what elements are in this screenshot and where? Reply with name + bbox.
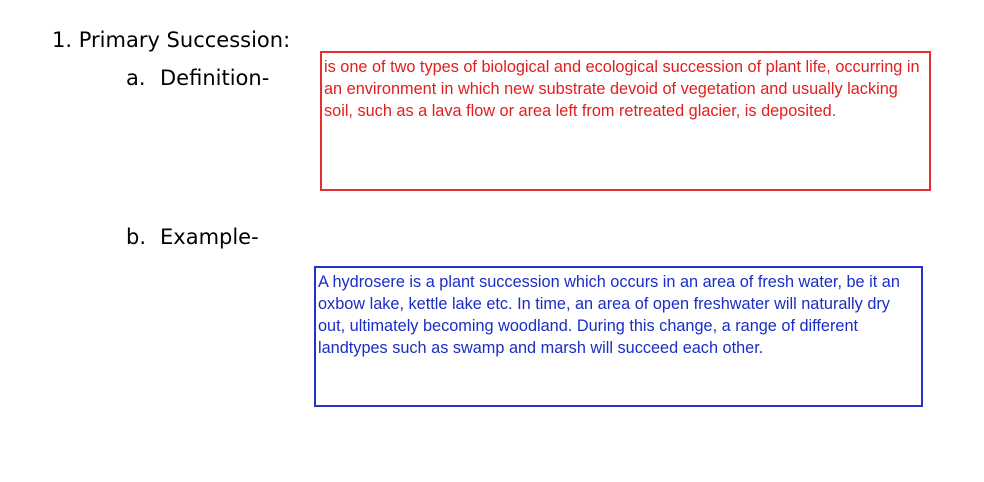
definition-item: [126, 66, 269, 90]
definition-text-box[interactable]: is one of two types of biological and ecological succession of plant life, occurring in an environment in which new substrate devoid of vegetation and usually lacking soil, such as a lava flow or area left from retreated glacier, is deposited.: [320, 51, 931, 191]
section-heading: [52, 28, 290, 52]
definition-marker: a.: [126, 66, 146, 90]
heading-text: Primary Succession:: [78, 28, 291, 52]
example-item: [126, 225, 259, 249]
example-text-box[interactable]: A hydrosere is a plant succession which occurs in an area of fresh water, be it an oxbow lake, kettle lake etc. In time, an area of open freshwater will naturally dry out, ultimately becoming woodland. During this change, a range of different landtypes such as swamp and marsh will succeed each other.: [314, 266, 923, 407]
heading-number: 1.: [52, 28, 73, 52]
example-marker: b.: [126, 225, 147, 249]
definition-label: Definition-: [160, 66, 270, 90]
example-label: Example-: [160, 225, 259, 249]
